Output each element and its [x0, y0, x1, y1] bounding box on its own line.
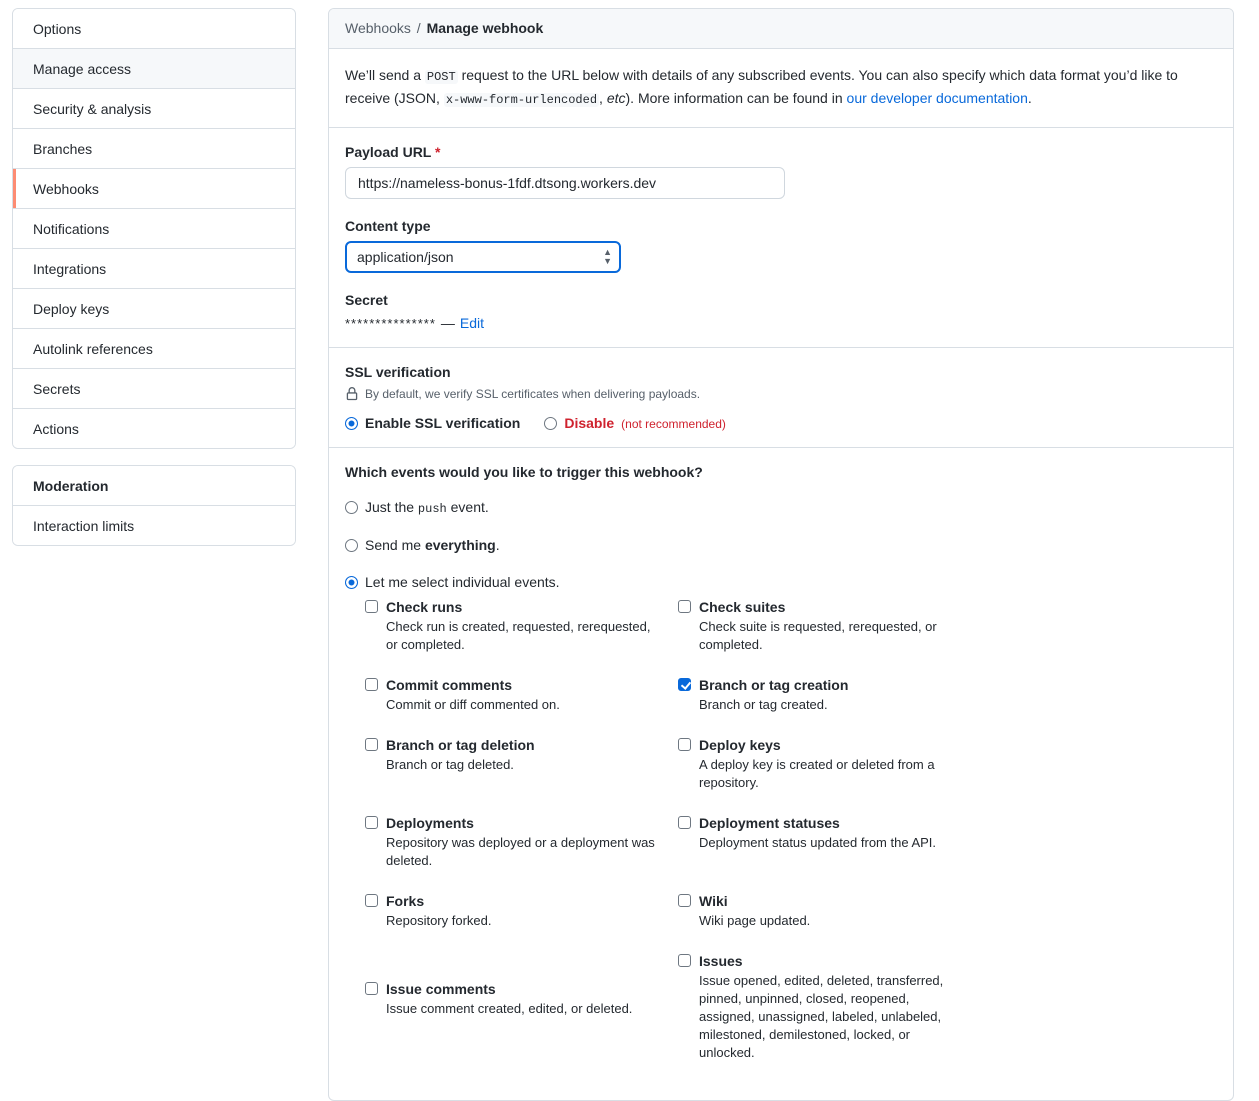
- sidebar-group-moderation: [12, 465, 296, 546]
- event-description: Wiki page updated.: [699, 913, 811, 928]
- ssl-disable-label: Disable: [564, 415, 615, 431]
- event-commit-comments[interactable]: [365, 676, 665, 736]
- events-individual-radio[interactable]: [345, 576, 358, 589]
- sidebar-item-deploy-keys[interactable]: [13, 289, 295, 329]
- secret-edit-link[interactable]: Edit: [459, 315, 485, 331]
- event-title: Deploy keys: [699, 737, 781, 753]
- events-push-prefix: Just the: [365, 499, 418, 515]
- event-description: A deploy key is created or deleted from a repository.: [699, 757, 935, 790]
- content-type-select-wrapper: [345, 241, 621, 273]
- events-checkbox-grid: [365, 598, 1217, 1084]
- sidebar-group-main: [12, 8, 296, 449]
- event-title: Check runs: [386, 599, 463, 615]
- event-checkbox[interactable]: [365, 816, 378, 829]
- required-marker: *: [435, 144, 441, 160]
- events-question: Which events would you like to trigger this webhook?: [345, 464, 703, 480]
- event-wiki[interactable]: [678, 892, 968, 952]
- webhook-config-section: [329, 128, 1233, 348]
- events-everything-strong: everything: [424, 537, 496, 553]
- breadcrumb-separator: /: [416, 20, 421, 36]
- event-description: Branch or tag deleted.: [386, 757, 514, 772]
- sidebar-item-actions[interactable]: [13, 409, 295, 448]
- event-checkbox[interactable]: [678, 600, 691, 613]
- event-checkbox[interactable]: [678, 816, 691, 829]
- event-title: Issues: [699, 953, 743, 969]
- sidebar-item-manage-access[interactable]: [13, 49, 295, 89]
- settings-sidebar: [12, 8, 296, 562]
- ssl-disable-option[interactable]: [544, 415, 726, 431]
- ssl-verification-section: [329, 348, 1233, 448]
- sidebar-item-webhooks[interactable]: [13, 169, 295, 209]
- ssl-note-text: By default, we verify SSL certificates when delivering payloads.: [365, 387, 701, 401]
- intro-part-5: .: [1027, 90, 1032, 106]
- sidebar-item-label: Manage access: [33, 61, 132, 77]
- sidebar-item-label: Autolink references: [33, 341, 153, 357]
- sidebar-item-label: Security & analysis: [33, 101, 152, 117]
- events-everything-label: [365, 537, 500, 553]
- event-title: Commit comments: [386, 677, 513, 693]
- event-deployment-statuses[interactable]: [678, 814, 968, 892]
- intro-part-1: We’ll send a: [345, 67, 425, 83]
- sidebar-item-autolink-references[interactable]: [13, 329, 295, 369]
- event-title: Branch or tag deletion: [386, 737, 535, 753]
- intro-part-4: ). More information can be found in: [625, 90, 847, 106]
- event-description: Deployment status updated from the API.: [699, 835, 937, 850]
- event-checkbox[interactable]: [365, 982, 378, 995]
- payload-url-label: [345, 144, 1217, 160]
- event-description: Repository was deployed or a deployment was deleted.: [386, 835, 655, 868]
- event-title: Issue comments: [386, 981, 496, 997]
- event-issue-comments[interactable]: [365, 952, 665, 1084]
- sidebar-item-integrations[interactable]: [13, 249, 295, 289]
- event-checkbox[interactable]: [678, 894, 691, 907]
- select-chevron-icon: ▲ ▼: [603, 247, 612, 266]
- event-title: Forks: [386, 893, 425, 909]
- events-everything-radio[interactable]: [345, 539, 358, 552]
- ssl-enable-label: Enable SSL verification: [365, 415, 521, 431]
- secret-dash: —: [440, 315, 455, 331]
- sidebar-item-label: Interaction limits: [33, 518, 135, 534]
- secret-label: Secret: [345, 292, 388, 308]
- content-type-select[interactable]: [345, 241, 621, 273]
- sidebar-item-label: Secrets: [33, 381, 81, 397]
- payload-url-input[interactable]: [345, 167, 785, 199]
- event-title: Branch or tag creation: [699, 677, 849, 693]
- events-push-radio[interactable]: [345, 501, 358, 514]
- event-checkbox[interactable]: [365, 894, 378, 907]
- events-choice-push[interactable]: [345, 499, 1217, 516]
- events-everything-suffix: .: [495, 537, 500, 553]
- event-deploy-keys[interactable]: [678, 736, 968, 814]
- event-checkbox[interactable]: [365, 678, 378, 691]
- event-check-suites[interactable]: [678, 598, 968, 676]
- sidebar-item-security-analysis[interactable]: [13, 89, 295, 129]
- content-type-label: Content type: [345, 218, 431, 234]
- event-checkbox[interactable]: [678, 678, 691, 691]
- event-checkbox[interactable]: [365, 600, 378, 613]
- sidebar-item-options[interactable]: [13, 9, 295, 49]
- intro-italic-etc: etc: [606, 90, 626, 106]
- intro-part-3: ,: [599, 90, 607, 106]
- intro-code-urlencoded: x-www-form-urlencoded: [445, 93, 598, 107]
- sidebar-group-header-moderation: Moderation: [13, 466, 295, 506]
- intro-section: [329, 49, 1233, 128]
- sidebar-item-label: Actions: [33, 421, 79, 437]
- event-branch-or-tag-deletion[interactable]: [365, 736, 665, 814]
- event-forks[interactable]: [365, 892, 665, 952]
- payload-url-label-text: Payload URL: [345, 144, 432, 160]
- events-push-label: [365, 499, 489, 516]
- event-description: Branch or tag created.: [699, 697, 828, 712]
- events-everything-prefix: Send me: [365, 537, 425, 553]
- ssl-note: [345, 387, 1217, 401]
- event-title: Wiki: [699, 893, 728, 909]
- sidebar-item-interaction-limits[interactable]: [13, 506, 295, 545]
- intro-code-post: POST: [426, 70, 456, 84]
- webhook-panel: [328, 8, 1234, 1101]
- ssl-disable-radio[interactable]: [544, 417, 557, 430]
- event-branch-or-tag-creation[interactable]: [678, 676, 968, 736]
- ssl-radio-group: [345, 415, 1217, 431]
- event-description: Repository forked.: [386, 913, 492, 928]
- developer-documentation-link[interactable]: our developer documentation: [846, 90, 1028, 106]
- events-section: [329, 448, 1233, 1100]
- event-checkbox[interactable]: [678, 738, 691, 751]
- intro-part-2: request to the URL below with details of any subscribed events. You can also specify which data format you’d like to receive (JSON,: [345, 67, 1178, 106]
- ssl-disable-hint: (not recommended): [621, 417, 726, 431]
- sidebar-item-branches[interactable]: [13, 129, 295, 169]
- sidebar-item-label: Webhooks: [33, 181, 99, 197]
- event-description: Check suite is requested, rerequested, or completed.: [699, 619, 937, 652]
- event-deployments[interactable]: [365, 814, 665, 892]
- event-issues[interactable]: [678, 952, 968, 1084]
- event-title: Deployment statuses: [699, 815, 840, 831]
- event-check-runs[interactable]: [365, 598, 665, 676]
- ssl-verification-label: SSL verification: [345, 364, 451, 380]
- secret-masked-value: ***************: [345, 315, 436, 331]
- breadcrumb: [329, 9, 1233, 49]
- sidebar-item-secrets[interactable]: [13, 369, 295, 409]
- events-individual-label: Let me select individual events.: [365, 574, 560, 590]
- lock-icon: [345, 387, 359, 401]
- breadcrumb-current: Manage webhook: [426, 20, 544, 36]
- sidebar-item-label: Notifications: [33, 221, 110, 237]
- sidebar-item-label: Branches: [33, 141, 93, 157]
- events-choice-everything[interactable]: [345, 537, 1217, 553]
- events-push-suffix: event.: [446, 499, 489, 515]
- event-title: Deployments: [386, 815, 474, 831]
- ssl-enable-radio[interactable]: [345, 417, 358, 430]
- event-description: Issue opened, edited, deleted, transferred, pinned, unpinned, closed, reopened, assigned, unassigned, labeled, unlabeled, milestoned, demilestoned, locked, or unlocked.: [699, 973, 944, 1060]
- sidebar-item-label: Integrations: [33, 261, 107, 277]
- breadcrumb-webhooks-link[interactable]: Webhooks: [345, 20, 411, 36]
- event-description: Check run is created, requested, rerequested, or completed.: [386, 619, 651, 652]
- sidebar-item-label: Options: [33, 21, 82, 37]
- secret-row: [345, 315, 1217, 331]
- events-push-code: push: [417, 502, 447, 516]
- event-checkbox[interactable]: [365, 738, 378, 751]
- event-description: Commit or diff commented on.: [386, 697, 560, 712]
- event-title: Check suites: [699, 599, 786, 615]
- intro-text: [345, 65, 1217, 111]
- main-content: [328, 8, 1234, 1101]
- events-choice-individual[interactable]: [345, 574, 1217, 590]
- sidebar-item-label: Deploy keys: [33, 301, 110, 317]
- ssl-enable-option[interactable]: [345, 415, 520, 431]
- event-description: Issue comment created, edited, or deleted.: [386, 1001, 633, 1016]
- event-checkbox[interactable]: [678, 954, 691, 967]
- sidebar-item-notifications[interactable]: [13, 209, 295, 249]
